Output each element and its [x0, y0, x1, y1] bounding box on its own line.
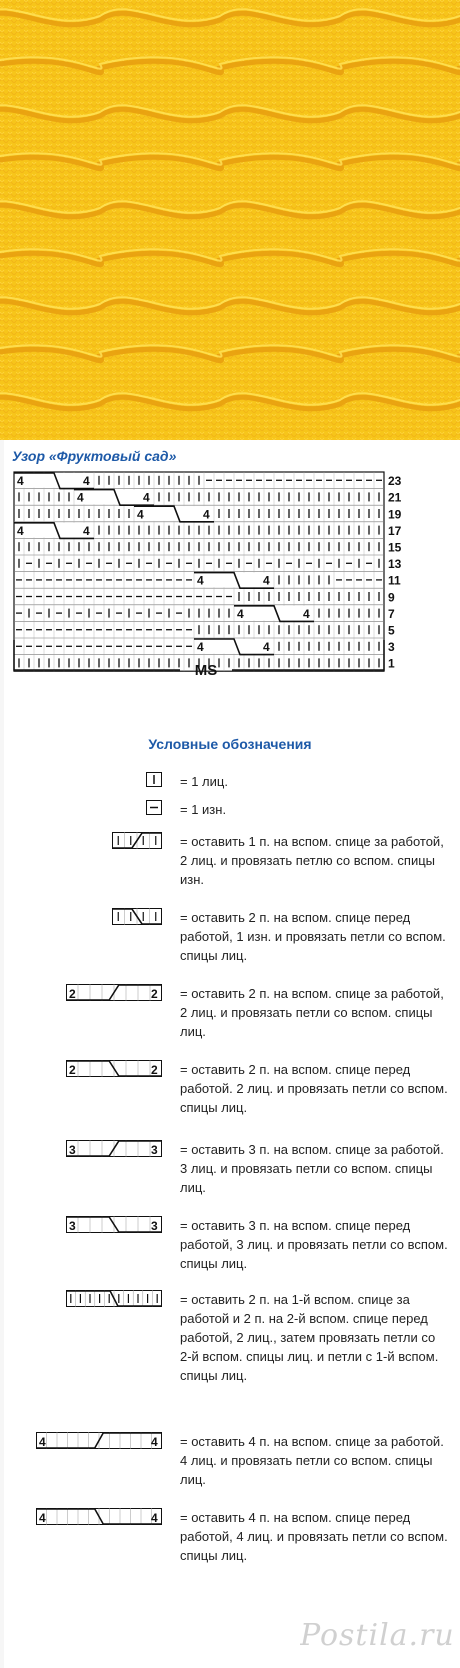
svg-text:4: 4: [151, 1511, 158, 1525]
row-number: 1: [388, 656, 395, 671]
legend-text: = 1 изн.: [180, 802, 227, 817]
svg-text:4: 4: [151, 1435, 158, 1449]
repeat-label: MS: [194, 662, 218, 679]
row-number: 11: [388, 573, 401, 588]
svg-text:4: 4: [39, 1435, 46, 1449]
legend-text: = оставить 3 п. на вспом. спице за работой. 3 лиц. и провязать петли со вспом. спицы лиц.: [180, 1142, 444, 1195]
cable-number: 4: [17, 474, 24, 489]
legend-text: = оставить 4 п. на вспом. спице перед работой, 4 лиц. и провязать петли со вспом. спицы лиц.: [180, 1510, 448, 1563]
legend-text: = оставить 3 п. на вспом. спице перед работой, 3 лиц. и провязать петли со вспом. спицы лиц.: [180, 1218, 448, 1271]
cable-number: 4: [83, 523, 90, 538]
row-number: 9: [388, 590, 395, 605]
legend-text: = оставить 2 п. на 1-й вспом. спице за работой и 2 п. на 2-й вспом. спице перед работой, 2 лиц., затем провязать петли со 2-й вспом. спицы лиц. и петли с 1-й вспом. спицы лиц.: [180, 1292, 439, 1383]
cable-number: 4: [203, 507, 210, 522]
cross-4-4-back-symbol: [36, 1432, 162, 1449]
row-number: 13: [388, 557, 402, 572]
row-number: 23: [388, 474, 402, 489]
row-number: 21: [388, 490, 402, 505]
row-number: 15: [388, 540, 402, 555]
svg-text:2: 2: [151, 1063, 158, 1077]
legend-text: = оставить 2 п. на вспом. спице за работой, 2 лиц. и провязать петли со вспом. спицы лиц.: [180, 986, 444, 1039]
legend-title: Условные обозначения: [148, 736, 312, 752]
cross-2-2-back-symbol: [66, 984, 162, 1001]
cross-2-1-front-symbol: [112, 908, 162, 925]
knitted-fabric-photo: [0, 0, 460, 440]
double-cross-symbol: [66, 1290, 162, 1307]
knitting-chart: [0, 470, 460, 720]
row-numbers: [388, 474, 402, 671]
cable-number: 4: [263, 640, 270, 655]
pattern-title: Узор «Фруктовый сад»: [12, 448, 177, 464]
cable-number: 4: [83, 474, 90, 489]
cable-number: 4: [263, 573, 270, 588]
svg-text:3: 3: [69, 1143, 76, 1157]
svg-text:2: 2: [69, 987, 76, 1001]
svg-text:3: 3: [69, 1219, 76, 1233]
cable-number: 4: [197, 573, 204, 588]
cross-1-2-back-symbol: [112, 832, 162, 849]
row-number: 5: [388, 623, 395, 638]
legend-text: = 1 лиц.: [180, 774, 228, 789]
legend-text: = оставить 2 п. на вспом. спице перед работой, 1 изн. и провязать петли со вспом. спицы лиц.: [180, 910, 446, 963]
knit-symbol: [146, 772, 162, 787]
purl-symbol: [146, 800, 162, 815]
cross-3-3-back-symbol: [66, 1140, 162, 1157]
legend-text: = оставить 2 п. на вспом. спице перед работой. 2 лиц. и провязать петли со вспом. спицы лиц.: [180, 1062, 448, 1115]
cable-number: 4: [237, 606, 244, 621]
svg-text:3: 3: [151, 1143, 158, 1157]
svg-text:2: 2: [69, 1063, 76, 1077]
row-number: 7: [388, 606, 395, 621]
cable-number: 4: [303, 606, 310, 621]
cable-number: 4: [137, 507, 144, 522]
cable-number: 4: [197, 640, 204, 655]
cable-number: 4: [77, 490, 84, 505]
cross-4-4-front-symbol: [36, 1508, 162, 1525]
row-number: 3: [388, 640, 395, 655]
watermark: Postila.ru: [300, 1618, 455, 1653]
svg-text:4: 4: [39, 1511, 46, 1525]
row-number: 17: [388, 523, 402, 538]
cable-number: 4: [143, 490, 150, 505]
legend-text: = оставить 1 п. на вспом. спице за работой, 2 лиц. и провязать петлю со вспом. спицы изн.: [180, 834, 444, 887]
row-number: 19: [388, 507, 402, 522]
svg-text:3: 3: [151, 1219, 158, 1233]
cross-3-3-front-symbol: [66, 1216, 162, 1233]
cross-2-2-front-symbol: [66, 1060, 162, 1077]
svg-text:2: 2: [151, 987, 158, 1001]
cable-number: 4: [17, 523, 24, 538]
legend-text: = оставить 4 п. на вспом. спице за работой. 4 лиц. и провязать петли со вспом. спицы лиц.: [180, 1434, 444, 1487]
